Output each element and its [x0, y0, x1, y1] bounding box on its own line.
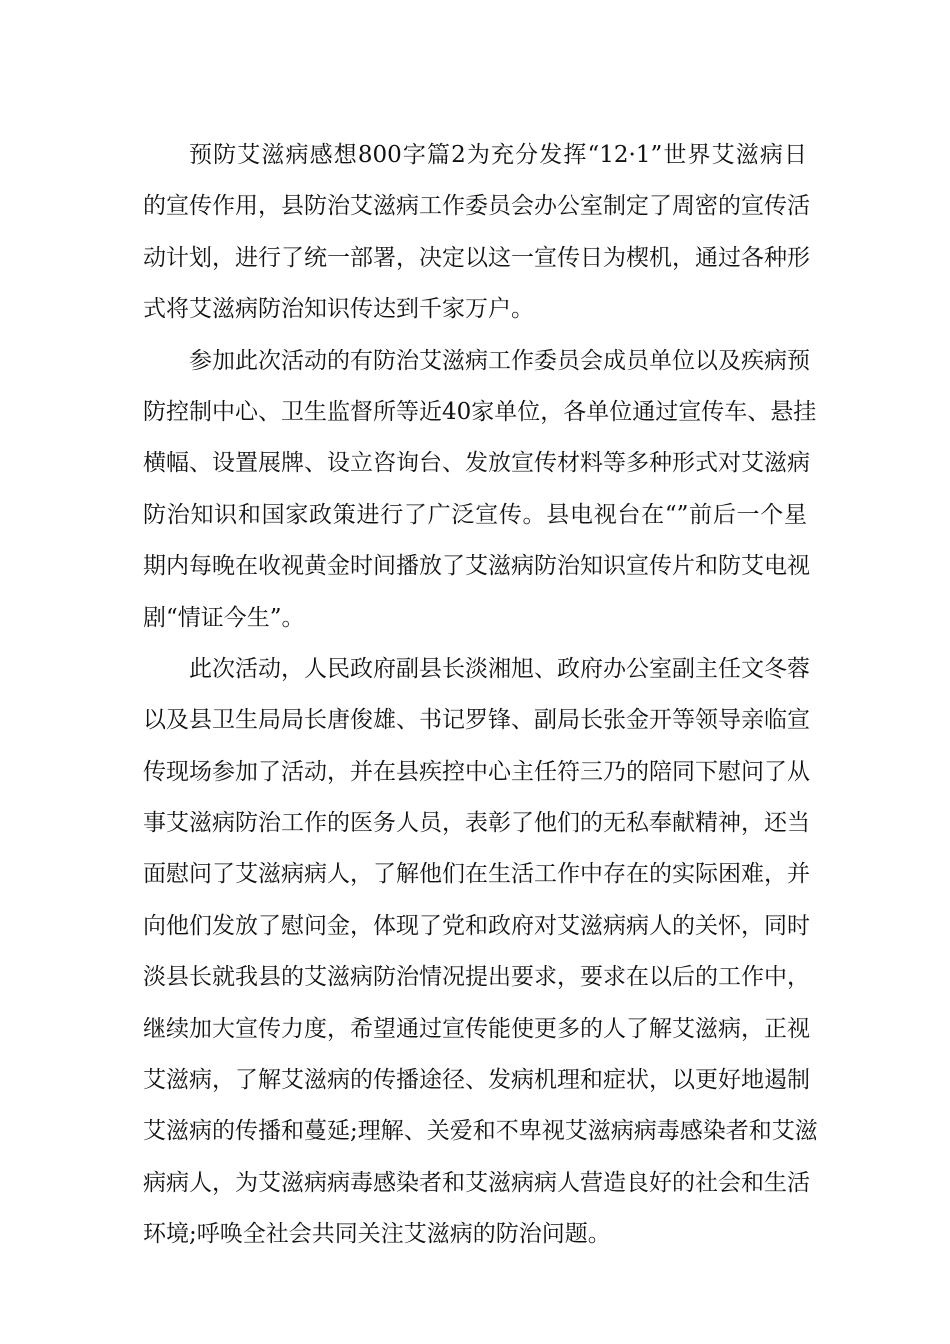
text-line: 淡县长就我县的艾滋病防治情况提出要求，要求在以后的工作中， [143, 964, 810, 991]
document-body [143, 130, 818, 1261]
text-line: 参加此次活动的有防治艾滋病工作委员会成员单位以及疾病预 [189, 347, 810, 374]
text-line: 事艾滋病防治工作的医务人员，表彰了他们的无私奉献精神，还当 [143, 810, 810, 837]
text-line: 传现场参加了活动，并在县疾控中心主任符三乃的陪同下慰问了从 [143, 758, 810, 785]
text-line: 预防艾滋病感想800字篇2为充分发挥“12·1”世界艾滋病日 [189, 142, 807, 168]
text-line: 环境;呼唤全社会共同关注艾滋病的防治问题。 [143, 1221, 611, 1248]
text-line: 以及县卫生局局长唐俊雄、书记罗锋、副局长张金开等领导亲临宣 [143, 707, 810, 734]
text-line: 艾滋病的传播和蔓延;理解、关爱和不卑视艾滋病病毒感染者和艾滋 [143, 1118, 818, 1145]
text-line: 病病人，为艾滋病病毒感染者和艾滋病病人营造良好的社会和生活 [143, 1169, 810, 1196]
text-line: 防控制中心、卫生监督所等近40家单位，各单位通过宣传车、悬挂 [143, 398, 817, 425]
paragraph-2 [143, 336, 817, 644]
text-line: 继续加大宣传力度，希望通过宣传能使更多的人了解艾滋病，正视 [143, 1015, 810, 1042]
text-line: 的宣传作用，县防治艾滋病工作委员会办公室制定了周密的宣传活 [143, 193, 810, 220]
paragraph-1 [143, 130, 810, 336]
text-line: 艾滋病，了解艾滋病的传播途径、发病机理和症状，以更好地遏制 [143, 1067, 810, 1094]
text-line: 向他们发放了慰问金，体现了党和政府对艾滋病病人的关怀，同时 [143, 912, 810, 939]
text-line: 横幅、设置展牌、设立咨询台、发放宣传材料等多种形式对艾滋病 [143, 450, 810, 477]
text-line: 防治知识和国家政策进行了广泛宣传。县电视台在“”前后一个星 [143, 501, 807, 528]
text-line: 式将艾滋病防治知识传达到千家万户。 [143, 296, 534, 323]
text-line: 期内每晚在收视黄金时间播放了艾滋病防治知识宣传片和防艾电视 [143, 553, 810, 580]
text-line: 此次活动，人民政府副县长淡湘旭、政府办公室副主任文冬蓉 [189, 655, 810, 682]
text-line: 面慰问了艾滋病病人，了解他们在生活工作中存在的实际困难，并 [143, 861, 810, 888]
paragraph-3 [143, 644, 818, 1261]
text-line: 动计划，进行了统一部署，决定以这一宣传日为楔机，通过各种形 [143, 244, 810, 271]
text-line: 剧“情证今生”。 [143, 604, 305, 631]
